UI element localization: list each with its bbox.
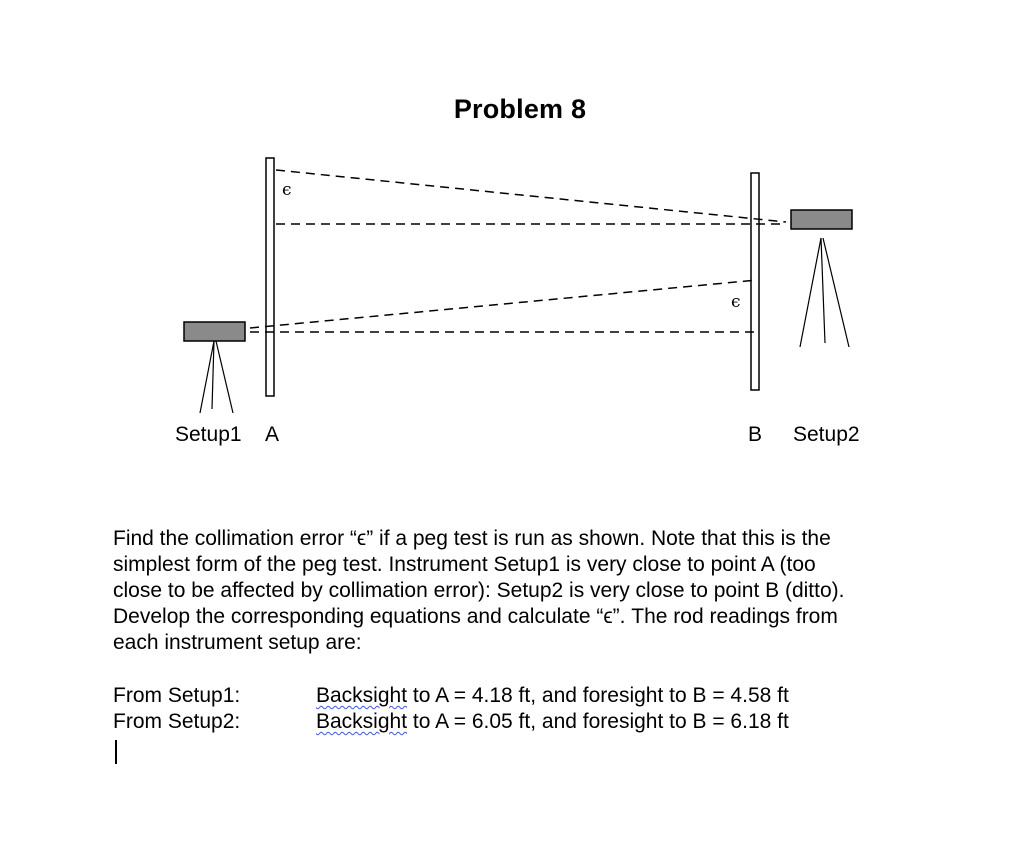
rod-a xyxy=(266,158,274,396)
point-a-label: A xyxy=(265,423,280,446)
spellcheck-word[interactable]: Backsight xyxy=(316,684,408,707)
point-b-label: B xyxy=(748,423,763,446)
spellcheck-word[interactable]: Backsight xyxy=(316,710,408,733)
setup2-label: Setup2 xyxy=(793,423,860,446)
reading-text-setup2: to A = 6.05 ft, and foresight to B = 6.18 ft xyxy=(407,710,789,733)
setup2-instrument xyxy=(791,210,852,229)
rod-b xyxy=(751,173,759,390)
reading-label-setup1: From Setup1: xyxy=(113,684,241,707)
problem-statement xyxy=(113,526,933,656)
setup1-instrument xyxy=(184,322,245,341)
problem-line-2: simplest form of the peg test. Instrument Setup1 is very close to point A (too xyxy=(113,553,816,576)
setup1-tripod-icon xyxy=(200,341,233,413)
setup2-tripod-icon xyxy=(800,238,849,347)
text-cursor xyxy=(115,740,117,764)
problem-line-3: close to be affected by collimation error): Setup2 is very close to point B (ditto). xyxy=(113,579,845,602)
problem-line-1: Find the collimation error “ϵ” if a peg test is run as shown. Note that this is the xyxy=(113,527,831,550)
epsilon-label-a: ϵ xyxy=(282,180,292,200)
reading-value-setup2 xyxy=(316,709,789,735)
reading-text-setup1: to A = 4.18 ft, and foresight to B = 4.58 ft xyxy=(407,684,789,707)
epsilon-label-b: ϵ xyxy=(731,292,741,312)
setup1-label: Setup1 xyxy=(175,423,242,446)
reading-label-setup2: From Setup2: xyxy=(113,710,241,733)
setup2-inclined-sight-line xyxy=(276,170,786,222)
problem-line-5: each instrument setup are: xyxy=(113,631,362,654)
problem-line-4: Develop the corresponding equations and calculate “ϵ”. The rod readings from xyxy=(113,605,838,628)
reading-value-setup1 xyxy=(316,683,789,709)
setup1-inclined-sight-line xyxy=(250,280,757,328)
page-title: Problem 8 xyxy=(453,94,587,124)
